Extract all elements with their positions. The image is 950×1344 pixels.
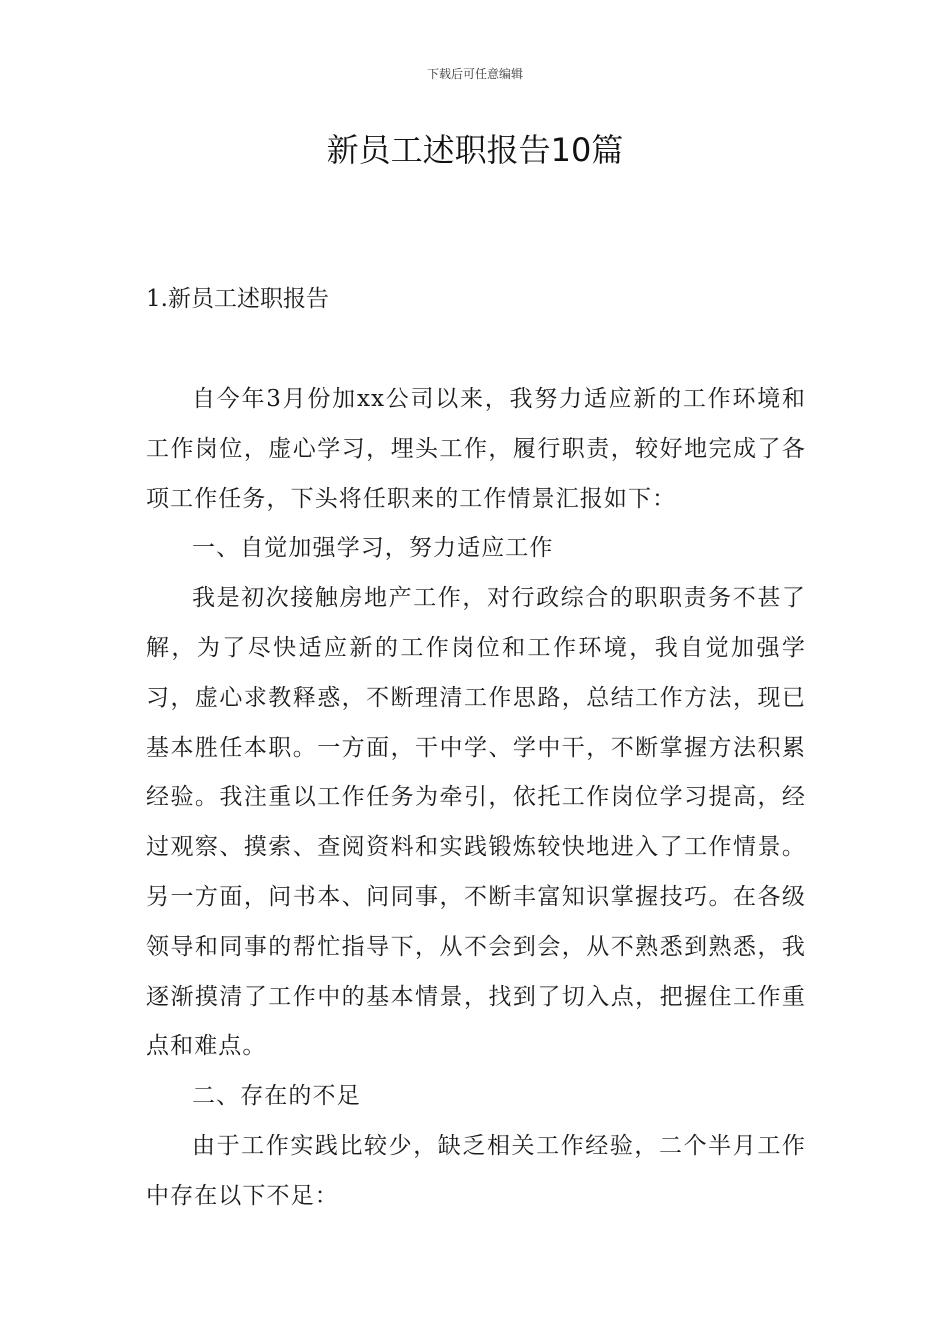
paragraph-learning: 我是初次接触房地产工作，对行政综合的职职责务不甚了解，为了尽快适应新的工作岗位和工作环境，我自觉加强学习，虚心求教释惑，不断理清工作思路，总结工作方法，现已基本胜任本职。一方面，干中学、学中干，不断掌握方法积累经验。我注重以工作任务为牵引，依托工作岗位学习提高，经过观察、摸索、查阅资料和实践锻炼较快地进入了工作情景。另一方面，问书本、问同事，不断丰富知识掌握技巧。在各级领导和同事的帮忙指导下，从不会到会，从不熟悉到熟悉，我逐渐摸清了工作中的基本情景，找到了切入点，把握住工作重点和难点。	[146, 585, 806, 1060]
section-heading: 1.新员工述职报告	[146, 286, 329, 312]
subheading-one: 一、自觉加强学习，努力适应工作	[192, 535, 554, 562]
document-body	[146, 375, 806, 1222]
paragraph-shortcomings: 由于工作实践比较少，缺乏相关工作经验，二个半月工作中存在以下不足：	[146, 1132, 806, 1209]
paragraph-intro: 自今年3月份加xx公司以来，我努力适应新的工作环境和工作岗位，虚心学习，埋头工作，履行职责，较好地完成了各项工作任务，下头将任职来的工作情景汇报如下：	[146, 386, 806, 512]
document-title: 新员工述职报告10篇	[326, 131, 624, 169]
page-header-note: 下载后可任意编辑	[426, 67, 523, 81]
subheading-two: 二、存在的不足	[192, 1083, 361, 1110]
